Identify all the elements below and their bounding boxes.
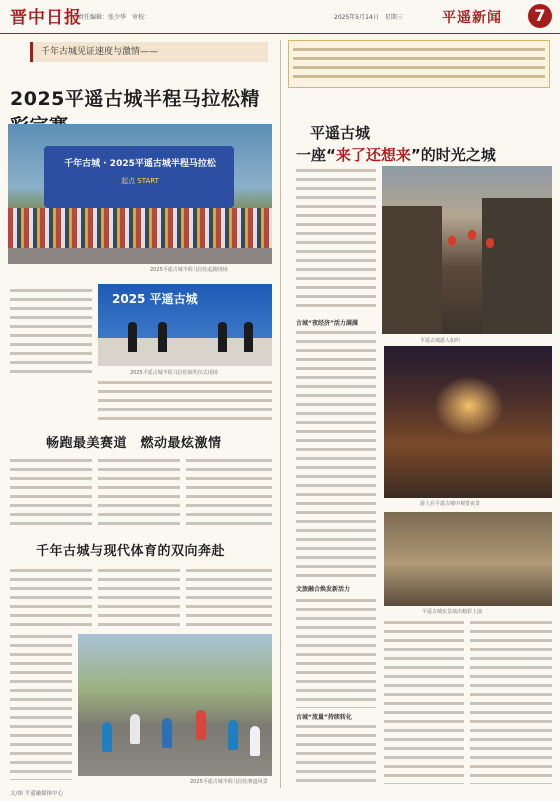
runner-figure bbox=[228, 720, 238, 750]
lantern bbox=[468, 230, 476, 240]
kicker-headline: 千年古城见证速度与激情—— bbox=[30, 42, 268, 62]
arch-banner-text: 千年古城 · 2025平遥古城半程马拉松 bbox=[64, 159, 216, 169]
photo-caption: 游人在平遥古城中观赏夜景 bbox=[420, 501, 481, 507]
page-number-badge: 7 bbox=[528, 4, 552, 28]
award-stage-photo[interactable] bbox=[98, 284, 272, 366]
body-text bbox=[98, 456, 180, 526]
body-text bbox=[296, 722, 376, 784]
title-highlight: 来了还想来 bbox=[335, 146, 411, 164]
section-headline: 千年古城与现代体育的双向奔赴 bbox=[36, 544, 226, 559]
stage-person bbox=[128, 322, 137, 352]
column-divider bbox=[280, 40, 281, 788]
marathon-start-photo[interactable] bbox=[8, 124, 272, 264]
lantern bbox=[448, 236, 456, 246]
stage-person bbox=[158, 322, 167, 352]
body-text bbox=[98, 378, 272, 422]
tower-glow bbox=[434, 376, 504, 436]
photo-caption: 2025平遥古城半程马拉松赛道风景 bbox=[190, 779, 268, 785]
body-text bbox=[98, 566, 180, 630]
body-text bbox=[296, 596, 376, 708]
subheading: 古城“夜经济”活力满满 bbox=[296, 320, 358, 327]
body-text bbox=[10, 632, 72, 780]
editor-credit: 责任编辑：张少华 审校： bbox=[78, 14, 151, 21]
road bbox=[8, 248, 272, 264]
arch-start-label: 起点 START bbox=[121, 177, 159, 185]
feature-title-line-2 bbox=[296, 144, 496, 165]
runner-figure bbox=[102, 722, 112, 752]
title-fragment: 一座“ bbox=[296, 146, 336, 164]
photo-caption: 平遥古城游人如织 bbox=[420, 338, 461, 344]
intro-paragraph bbox=[10, 286, 92, 378]
issue-date: 2025年5月14日 星期三 bbox=[334, 14, 403, 21]
lantern bbox=[486, 238, 494, 248]
runners-photo[interactable] bbox=[78, 634, 272, 776]
runner-figure bbox=[130, 714, 140, 744]
stage-person bbox=[244, 322, 253, 352]
runner-figure bbox=[196, 710, 206, 740]
performance-photo[interactable] bbox=[384, 512, 552, 606]
subheading: 古城“流量”持续转化 bbox=[296, 714, 352, 721]
body-text bbox=[10, 566, 92, 630]
title-fragment: ”的时光之城 bbox=[410, 146, 496, 164]
body-text bbox=[296, 166, 376, 312]
main-headline: 2025平遥古城半程马拉松精 bbox=[10, 88, 260, 110]
section-title: 平遥新闻 bbox=[442, 10, 502, 26]
runner-figure bbox=[250, 726, 260, 756]
photo-caption: 平遥古城实景演出精彩上演 bbox=[422, 609, 483, 615]
body-text bbox=[186, 456, 272, 526]
night-scene-photo[interactable] bbox=[384, 346, 552, 498]
subheading: 文旅融合焕发新活力 bbox=[296, 586, 351, 593]
lead-quote-box bbox=[288, 40, 550, 88]
body-text bbox=[384, 618, 464, 784]
building-right bbox=[482, 198, 552, 334]
section-headline: 畅跑最美赛道 燃动最炫激情 bbox=[46, 436, 222, 451]
photo-caption: 2025平遥古城半程马拉松颁奖仪式现场 bbox=[130, 370, 218, 376]
ancient-street-photo[interactable] bbox=[382, 166, 552, 334]
body-text bbox=[470, 618, 552, 784]
runner-figure bbox=[162, 718, 172, 748]
building-left bbox=[382, 206, 442, 334]
stage-backdrop-title: 2025 平遥古城 bbox=[112, 292, 198, 306]
newspaper-logo: 晋中日报 bbox=[10, 8, 82, 28]
photo-caption: 2025平遥古城半程马拉松起跑现场 bbox=[150, 267, 228, 273]
stage-person bbox=[218, 322, 227, 352]
feature-title-line-1: 平遥古城 bbox=[310, 124, 371, 142]
footer-credit: 文/图 平遥融媒体中心 bbox=[10, 791, 64, 797]
body-text bbox=[296, 328, 376, 580]
masthead bbox=[0, 0, 560, 34]
body-text bbox=[186, 566, 272, 630]
body-text bbox=[10, 456, 92, 526]
